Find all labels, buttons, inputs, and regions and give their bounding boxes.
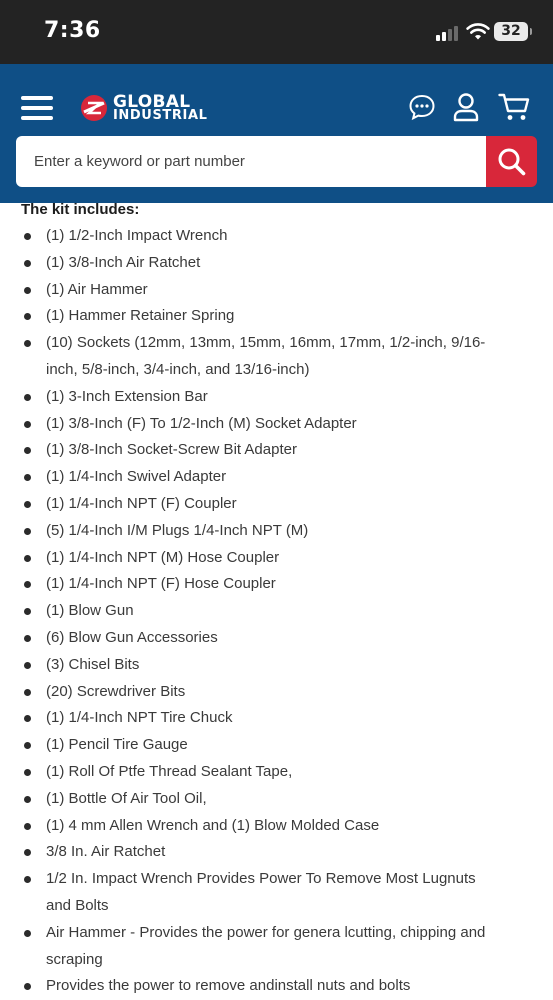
list-item	[0, 545, 553, 572]
list-item	[0, 571, 553, 598]
search-icon	[497, 147, 526, 176]
list-item	[0, 920, 553, 974]
signal-icon	[436, 25, 462, 41]
bullet-icon	[24, 581, 31, 588]
list-item	[0, 973, 553, 1000]
list-item-text: (1) Pencil Tire Gauge	[46, 736, 188, 754]
list-item	[0, 679, 553, 706]
list-item-text: (1) Blow Gun	[46, 602, 134, 620]
list-item-text: (10) Sockets (12mm, 13mm, 15mm, 16mm, 17mm, 1/2-inch, 9/16-inch, 5/8-inch, 3/4-inch, and 13/16-inch)	[46, 334, 486, 378]
bullet-icon	[24, 796, 31, 803]
list-item-text: (1) 3/8-Inch (F) To 1/2-Inch (M) Socket Adapter	[46, 414, 357, 432]
list-item-text: (1) Roll Of Ptfe Thread Sealant Tape,	[46, 762, 293, 780]
list-item	[0, 652, 553, 679]
bullet-icon	[24, 421, 31, 428]
list-item-text: (20) Screwdriver Bits	[46, 682, 186, 700]
bullet-icon	[24, 823, 31, 830]
logo-line2: INDUSTRIAL	[113, 108, 208, 123]
list-item	[0, 598, 553, 625]
menu-icon[interactable]	[21, 96, 53, 120]
bullet-icon	[24, 313, 31, 320]
list-item	[0, 277, 553, 304]
bullet-icon	[24, 662, 31, 669]
list-item-text: (1) Hammer Retainer Spring	[46, 307, 235, 325]
account-icon[interactable]	[453, 92, 479, 122]
list-item-text: (1) 1/4-Inch NPT (F) Coupler	[46, 494, 237, 512]
kit-list	[0, 223, 553, 1000]
list-item-text: (5) 1/4-Inch I/M Plugs 1/4-Inch NPT (M)	[46, 521, 309, 539]
list-item-text: (1) 3/8-Inch Socket-Screw Bit Adapter	[46, 441, 297, 459]
list-item	[0, 464, 553, 491]
bullet-icon	[24, 742, 31, 749]
bullet-icon	[24, 233, 31, 240]
bullet-icon	[24, 287, 31, 294]
list-item-text: 3/8 In. Air Ratchet	[46, 843, 166, 861]
list-item	[0, 384, 553, 411]
list-item-text: 1/2 In. Impact Wrench Provides Power To Remove Most Lugnuts and Bolts	[46, 870, 476, 914]
list-item-text: Provides the power to remove andinstall nuts and bolts	[46, 977, 411, 995]
search-input[interactable]	[16, 136, 474, 187]
list-item	[0, 250, 553, 277]
list-item-text: (1) 1/4-Inch NPT (F) Hose Coupler	[46, 575, 276, 593]
bullet-icon	[24, 555, 31, 562]
bullet-icon	[24, 769, 31, 776]
list-item	[0, 839, 553, 866]
list-item	[0, 759, 553, 786]
bullet-icon	[24, 501, 31, 508]
search-button[interactable]	[486, 136, 537, 187]
list-item-text: (1) 1/4-Inch NPT Tire Chuck	[46, 709, 233, 727]
bullet-icon	[24, 983, 31, 990]
status-bar	[0, 0, 553, 64]
list-item-text: (6) Blow Gun Accessories	[46, 628, 218, 646]
list-item-text: (1) 4 mm Allen Wrench and (1) Blow Molded Case	[46, 816, 380, 834]
list-item-text: (3) Chisel Bits	[46, 655, 140, 673]
list-item	[0, 303, 553, 330]
battery-icon: 32	[494, 22, 528, 41]
list-item	[0, 813, 553, 840]
list-item-text: (1) 3/8-Inch Air Ratchet	[46, 253, 201, 271]
bullet-icon	[24, 474, 31, 481]
logo-line1: GLOBAL	[113, 92, 191, 112]
list-item	[0, 330, 553, 384]
list-item-text: (1) 3-Inch Extension Bar	[46, 387, 208, 405]
list-item	[0, 705, 553, 732]
wifi-icon	[466, 21, 490, 41]
list-item-text: (1) 1/4-Inch NPT (M) Hose Coupler	[46, 548, 280, 566]
list-item	[0, 411, 553, 438]
list-item-text: (1) 1/4-Inch Swivel Adapter	[46, 468, 227, 486]
product-details	[0, 203, 553, 1000]
bullet-icon	[24, 528, 31, 535]
bullet-icon	[24, 340, 31, 347]
bullet-icon	[24, 608, 31, 615]
bullet-icon	[24, 930, 31, 937]
logo-mark-icon	[80, 94, 108, 122]
kit-heading: The kit includes:	[21, 201, 140, 218]
list-item	[0, 786, 553, 813]
list-item	[0, 625, 553, 652]
bullet-icon	[24, 689, 31, 696]
bullet-icon	[24, 715, 31, 722]
search-box	[16, 136, 486, 187]
list-item	[0, 223, 553, 250]
status-time: 7:36	[44, 18, 101, 43]
bullet-icon	[24, 635, 31, 642]
global-industrial-logo[interactable]	[80, 94, 240, 126]
list-item	[0, 732, 553, 759]
bullet-icon	[24, 849, 31, 856]
list-item-text: Air Hammer - Provides the power for genera lcutting, chipping and scraping	[46, 923, 486, 968]
bullet-icon	[24, 876, 31, 883]
list-item	[0, 518, 553, 545]
bullet-icon	[24, 260, 31, 267]
list-item	[0, 491, 553, 518]
site-header	[0, 64, 553, 203]
list-item-text: (1) Air Hammer	[46, 280, 148, 298]
list-item	[0, 866, 553, 920]
bullet-icon	[24, 394, 31, 401]
list-item-text: (1) 1/2-Inch Impact Wrench	[46, 227, 228, 244]
bullet-icon	[24, 447, 31, 454]
list-item	[0, 437, 553, 464]
cart-icon[interactable]	[498, 92, 530, 122]
chat-icon[interactable]	[408, 93, 436, 121]
list-item-text: (1) Bottle Of Air Tool Oil,	[46, 789, 207, 807]
